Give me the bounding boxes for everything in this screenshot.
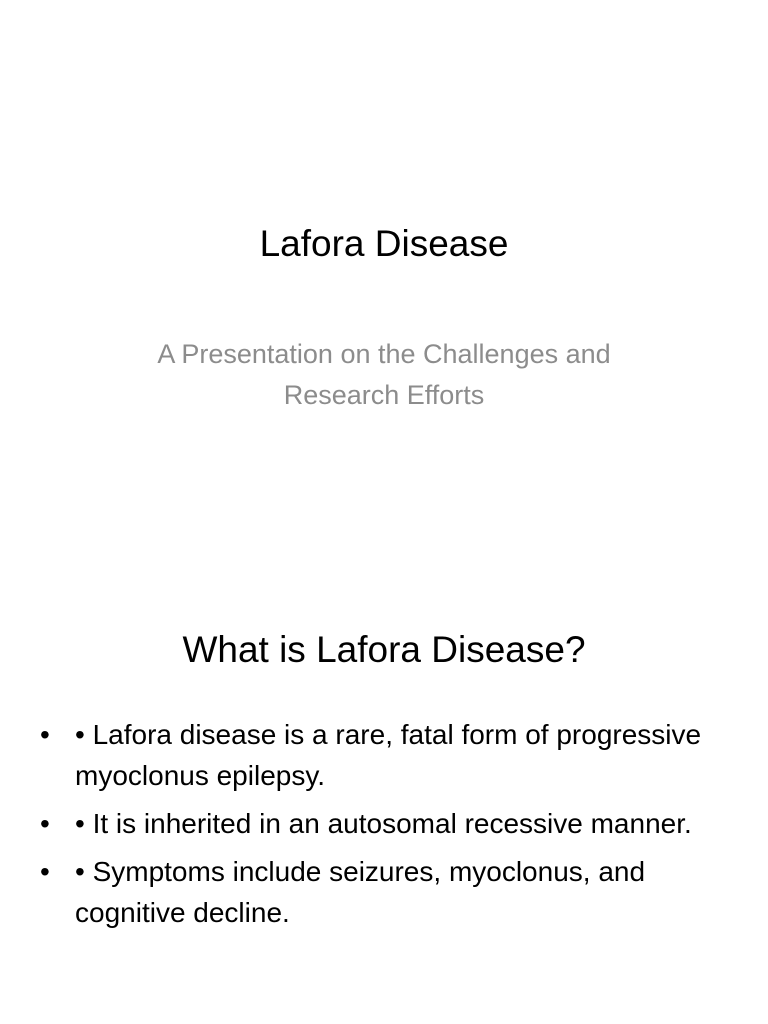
bullet-list [40, 714, 730, 940]
bullet-marker: • [40, 808, 50, 839]
bullet-text: • Lafora disease is a rare, fatal form of progressive myoclonus epilepsy. [75, 719, 702, 791]
slide-title: Lafora Disease [259, 223, 509, 264]
slide-heading: What is Lafora Disease? [182, 629, 586, 670]
bullet-marker: • [40, 719, 50, 750]
content-slide [0, 576, 768, 1024]
bullet-item [40, 851, 730, 933]
bullet-item [40, 803, 730, 844]
bullet-text: • Symptoms include seizures, myoclonus, and cognitive decline. [75, 856, 646, 928]
bullet-item [40, 714, 730, 796]
bullet-text: • It is inherited in an autosomal recessive manner. [75, 808, 692, 839]
slide-subtitle: A Presentation on the Challenges and Research Efforts [157, 339, 611, 410]
bullet-marker: • [40, 856, 50, 887]
